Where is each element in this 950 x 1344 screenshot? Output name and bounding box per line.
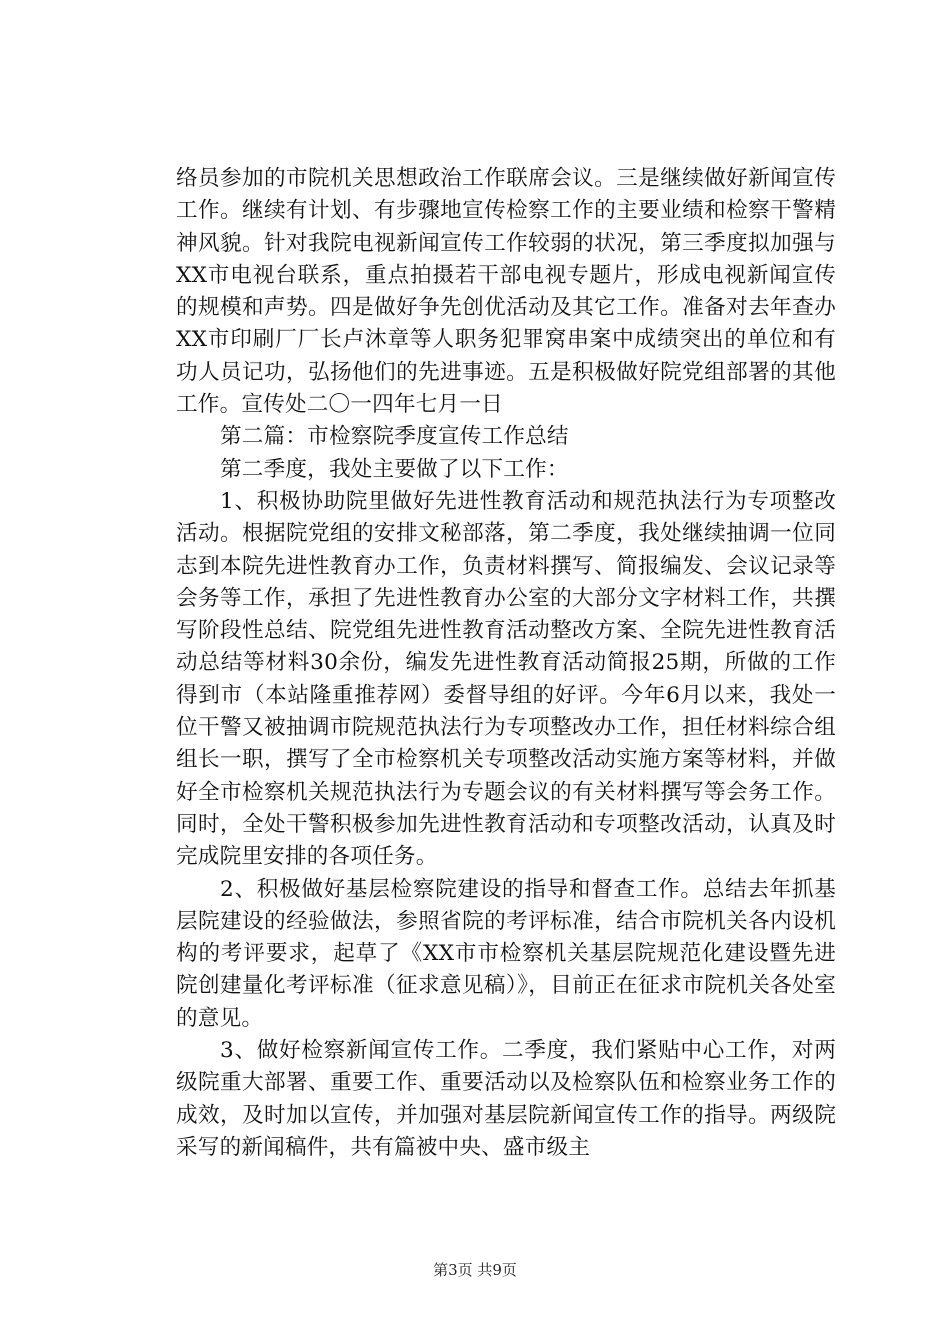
- page-footer: [0, 1260, 950, 1280]
- paragraph-item-1: 1、积极协助院里做好先进性教育活动和规范执法行为专项整改活动。根据院党组的安排文秘部落，第二季度，我处继续抽调一位同志到本院先进性教育办工作，负责材料撰写、简报编发、会议记录等会务等工作，承担了先进性教育办公室的大部分文字材料工作，共撰写阶段性总结、院党组先进性教育活动整改方案、全院先进性教育活动总结等材料30余份，编发先进性教育活动简报25期，所做的工作得到市（本站隆重推荐网）委督导组的好评。今年6月以来，我处一位干警又被抽调市院规范执法行为专项整改办工作，担任材料综合组组长一职，撰写了全市检察机关专项整改活动实施方案等材料，并做好全市检察机关规范执法行为专题会议的有关材料撰写等会务工作。同时，全处干警积极参加先进性教育活动和专项整改活动，认真及时完成院里安排的各项任务。: [176, 488, 836, 870]
- paragraph-item-3: 3、做好检察新闻宣传工作。二季度，我们紧贴中心工作，对两级院重大部署、重要工作、重要活动以及检察队伍和检察业务工作的成效，及时加以宣传，并加强对基层院新闻宣传工作的指导。两级院采写的新闻稿件，共有篇被中央、盛市级主: [176, 1038, 836, 1160]
- paragraph-continued: 络员参加的市院机关思想政治工作联席会议。三是继续做好新闻宣传工作。继续有计划、有步骤地宣传检察工作的主要业绩和检察干警精神风貌。针对我院电视新闻宣传工作较弱的状况，第三季度拟加强与XX市电视台联系，重点拍摄若干部电视专题片，形成电视新闻宣传的规模和声势。四是做好争先创优活动及其它工作。准备对去年查办XX市印刷厂厂长卢沐章等人职务犯罪窝串案中成绩突出的单位和有功人员记功，弘扬他们的先进事迹。五是积极做好院党组部署的其他工作。宣传处二〇一四年七月一日: [176, 166, 836, 418]
- page-indicator: 第3页 共9页: [433, 1261, 517, 1279]
- intro-paragraph: 第二季度，我处主要做了以下工作：: [220, 456, 569, 482]
- document-body: [176, 163, 836, 1164]
- paragraph-item-2: 2、积极做好基层检察院建设的指导和督查工作。总结去年抓基层院建设的经验做法，参照省院的考评标准，结合市院机关各内设机构的考评要求，起草了《XX市市检察机关基层院规范化建设暨先进院创建量化考评标准（征求意见稿）》，目前正在征求市院机关各处室的意见。: [176, 876, 836, 1031]
- section-heading: 第二篇：市检察院季度宣传工作总结: [220, 424, 569, 450]
